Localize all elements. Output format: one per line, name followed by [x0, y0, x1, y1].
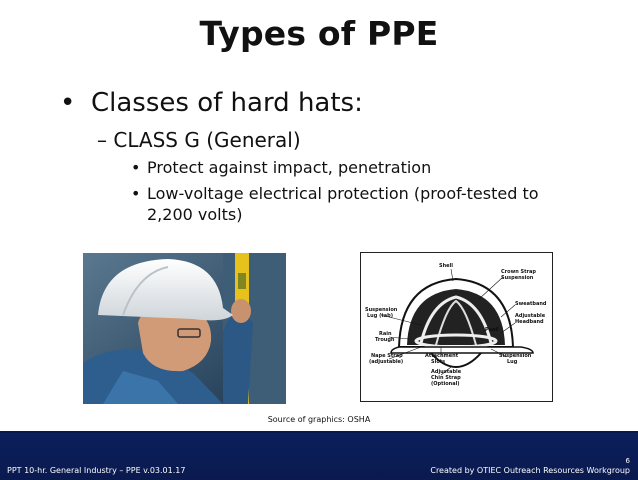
- label-sweatband: Sweatband: [515, 301, 547, 307]
- label-chin-strap: Chin Strap: [431, 375, 461, 381]
- bullet-classes-text: Classes of hard hats:: [91, 88, 363, 118]
- label-lug: Lug: [507, 359, 518, 365]
- slide-title: Types of PPE: [199, 14, 439, 53]
- bullet-class-g-text: CLASS G (General): [113, 128, 301, 152]
- worker-photo-illustration: [83, 253, 286, 404]
- bullet-dot: •: [131, 158, 141, 177]
- label-optional: (Optional): [431, 381, 460, 387]
- label-headband: Headband: [515, 319, 544, 325]
- label-shell: Shell: [439, 263, 453, 269]
- label-attachment: Attachment: [425, 353, 459, 359]
- label-adjustable: Adjustable: [515, 313, 546, 319]
- footer-bar: [0, 431, 638, 480]
- label-suspension-top: Suspension: [501, 275, 534, 281]
- source-credit: Source of graphics: OSHA: [267, 415, 371, 424]
- hard-hat-diagram: [360, 252, 553, 402]
- footer-course-label: PPT 10-hr. General Industry – PPE v.03.01.17: [7, 466, 186, 475]
- label-adj-chin: Adjustable: [431, 369, 462, 375]
- label-rain: Rain: [379, 331, 392, 337]
- page-number: 6: [625, 457, 630, 465]
- label-peak: Peak: [485, 327, 499, 333]
- bullet-level-2: [97, 128, 301, 152]
- label-suspension-lug: Suspension: [499, 353, 532, 359]
- label-adjustable-paren: (adjustable): [369, 359, 404, 365]
- label-trough: Trough: [375, 337, 395, 343]
- label-suspension-lug-tab: Suspension: [365, 307, 398, 313]
- bullet-voltage-text: Low-voltage electrical protection (proof-tested to 2,200 volts): [147, 184, 539, 224]
- dash-marker: –: [97, 128, 107, 152]
- footer-credit: Created by OTIEC Outreach Resources Workgroup: [430, 466, 630, 475]
- hard-hat-cutaway-illustration: [361, 253, 552, 401]
- worker-hard-hat-photo: [83, 253, 286, 404]
- label-lug-tab: Lug (tab): [367, 313, 393, 319]
- bullet-dot: •: [60, 88, 76, 118]
- bullet-dot: •: [131, 184, 141, 203]
- label-nape-strap: Nape Strap: [371, 353, 403, 359]
- bullet-impact-text: Protect against impact, penetration: [147, 158, 432, 177]
- label-crown-strap: Crown Strap: [501, 269, 536, 275]
- label-slots: Slots: [431, 359, 446, 365]
